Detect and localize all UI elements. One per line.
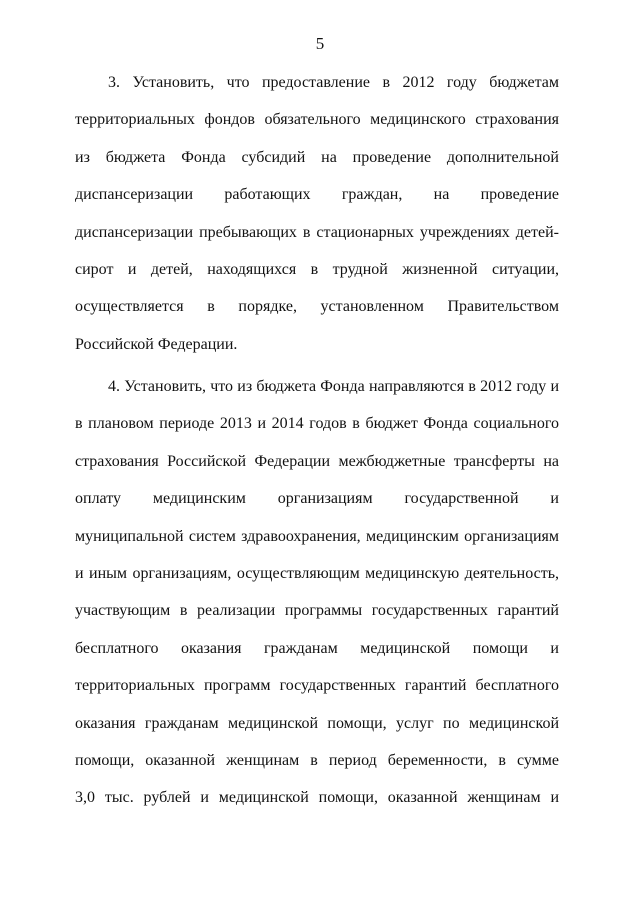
paragraph-line: помощи, оказанной женщинам в период беременности, в сумме [75, 751, 559, 769]
paragraph-line: участвующим в реализации программы государственных гарантий [75, 602, 559, 620]
paragraph-line: осуществляется в порядке, установленном Правительством [75, 298, 559, 316]
paragraph-line: оказания гражданам медицинской помощи, услуг по медицинской [75, 714, 559, 732]
paragraph-line: сирот и детей, находящихся в трудной жизненной ситуации, [75, 260, 559, 278]
paragraph-line: и иным организациям, осуществляющим медицинскую деятельность, [75, 564, 559, 582]
paragraph-line: оплату медицинским организациям государственной и [75, 490, 559, 508]
paragraph-line: из бюджета Фонда субсидий на проведение дополнительной [75, 148, 559, 166]
paragraph-line: муниципальной систем здравоохранения, медицинским организациям [75, 527, 559, 545]
paragraph-line: диспансеризации работающих граждан, на проведение [75, 186, 559, 204]
paragraph-line: 4. Установить, что из бюджета Фонда направляются в 2012 году и [108, 378, 559, 395]
paragraph-line: 3. Установить, что предоставление в 2012 году бюджетам [108, 74, 559, 91]
page-number: 5 [315, 34, 325, 53]
paragraph-line: бесплатного оказания гражданам медицинской помощи и [75, 639, 559, 657]
paragraph-4 [75, 377, 559, 826]
paragraph-line: территориальных программ государственных гарантий бесплатного [75, 677, 559, 695]
paragraph-3 [75, 73, 559, 372]
paragraph-line: в плановом периоде 2013 и 2014 годов в бюджет Фонда социального [75, 415, 559, 433]
paragraph-line: страхования Российской Федерации межбюджетные трансферты на [75, 452, 559, 470]
paragraph-line: Российской Федерации. [75, 335, 238, 353]
paragraph-line: территориальных фондов обязательного медицинского страхования [75, 111, 559, 129]
paragraph-line: диспансеризации пребывающих в стационарных учреждениях детей- [75, 223, 559, 241]
paragraph-line: 3,0 тыс. рублей и медицинской помощи, оказанной женщинам и [75, 789, 559, 807]
